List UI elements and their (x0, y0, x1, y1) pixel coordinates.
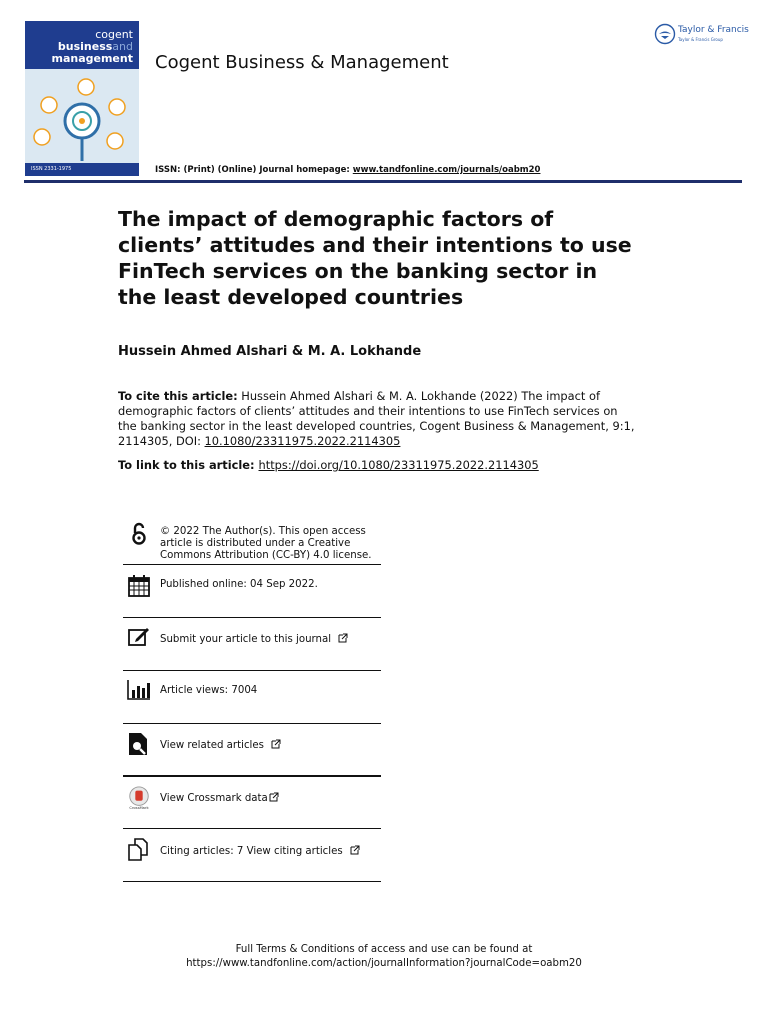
submit-link[interactable] (160, 633, 375, 646)
published-text: Published online: 04 Sep 2022. (160, 579, 318, 590)
submit-row[interactable] (123, 618, 381, 671)
cite-label: To cite this article: (118, 389, 238, 403)
external-link-icon (338, 633, 348, 643)
crossmark-text: View Crossmark data (160, 793, 268, 804)
calendar-icon (127, 574, 151, 598)
external-link-icon (269, 792, 279, 802)
cover-title-line2: management (51, 52, 133, 65)
cover-title-line1: businessand (57, 40, 133, 53)
license-row (123, 518, 381, 566)
crossmark-label: CrossMark (129, 806, 149, 810)
article-doi-link[interactable]: https://doi.org/10.1080/23311975.2022.2114305 (258, 458, 539, 472)
issn-line (155, 165, 540, 175)
article-title: The impact of demographic factors of clients’ attitudes and their intentions to use FinTech services on the banking sector in the least developed countries (118, 207, 632, 309)
citing-row[interactable] (123, 829, 381, 882)
crossmark-row[interactable] (123, 776, 381, 829)
cover-brand: cogent (95, 28, 133, 41)
citing-articles-icon (127, 837, 151, 861)
citing-link[interactable] (160, 845, 375, 858)
footer-line1: Full Terms & Conditions of access and use can be found at (235, 944, 533, 955)
bar-chart-icon (127, 678, 151, 702)
citation-block (118, 389, 638, 449)
crossmark-link[interactable] (160, 792, 375, 805)
license-text: © 2022 The Author(s). This open access article is distributed under a Creative Commons Attribution (CC-BY) 4.0 license. (160, 526, 372, 561)
journal-name: Cogent Business & Management (155, 52, 449, 73)
submit-text: Submit your article to this journal (160, 634, 332, 645)
cite-doi-link[interactable]: 10.1080/23311975.2022.2114305 (204, 434, 401, 448)
publisher-name: Taylor & Francis (678, 25, 749, 35)
open-access-icon (127, 522, 151, 546)
views-text: Article views: 7004 (160, 685, 258, 696)
article-authors: Hussein Ahmed Alshari & M. A. Lokhande (118, 344, 422, 359)
related-articles-icon (127, 732, 151, 756)
cite-text: Hussein Ahmed Alshari & M. A. Lokhande (2022) The impact of demographic factors of clients’ attitudes and their intentions to use FinTech services on the banking sector in the least developed countries, Cogent Business & Management, 9:1, 2114305, DOI: (118, 389, 635, 448)
cover-illustration (25, 69, 139, 163)
row-divider (123, 564, 381, 565)
crossmark-icon (127, 786, 151, 810)
publisher-group: Taylor & Francis Group (678, 37, 723, 42)
citing-text: Citing articles: 7 View citing articles (160, 846, 343, 857)
external-link-icon (271, 739, 281, 749)
published-row (123, 566, 381, 618)
issn-prefix: ISSN: (Print) (Online) Journal homepage: (155, 165, 353, 175)
header-rule (24, 180, 742, 183)
related-text: View related articles (160, 740, 264, 751)
views-row (123, 671, 381, 724)
taylor-francis-icon (654, 23, 676, 45)
footer-terms-link[interactable]: https://www.tandfonline.com/action/journalInformation?journalCode=oabm20 (186, 958, 582, 969)
related-row[interactable] (123, 724, 381, 776)
article-link-line (118, 458, 539, 472)
journal-cover (25, 21, 139, 176)
footer-terms (0, 943, 768, 971)
taylor-francis-logo[interactable] (654, 23, 749, 47)
edit-icon (127, 625, 151, 649)
cover-issn: ISSN 2331-1975 (31, 166, 72, 172)
external-link-icon (350, 845, 360, 855)
related-link[interactable] (160, 739, 375, 752)
link-label: To link to this article: (118, 458, 259, 472)
row-divider (123, 881, 381, 882)
journal-homepage-link[interactable]: www.tandfonline.com/journals/oabm20 (352, 165, 541, 175)
